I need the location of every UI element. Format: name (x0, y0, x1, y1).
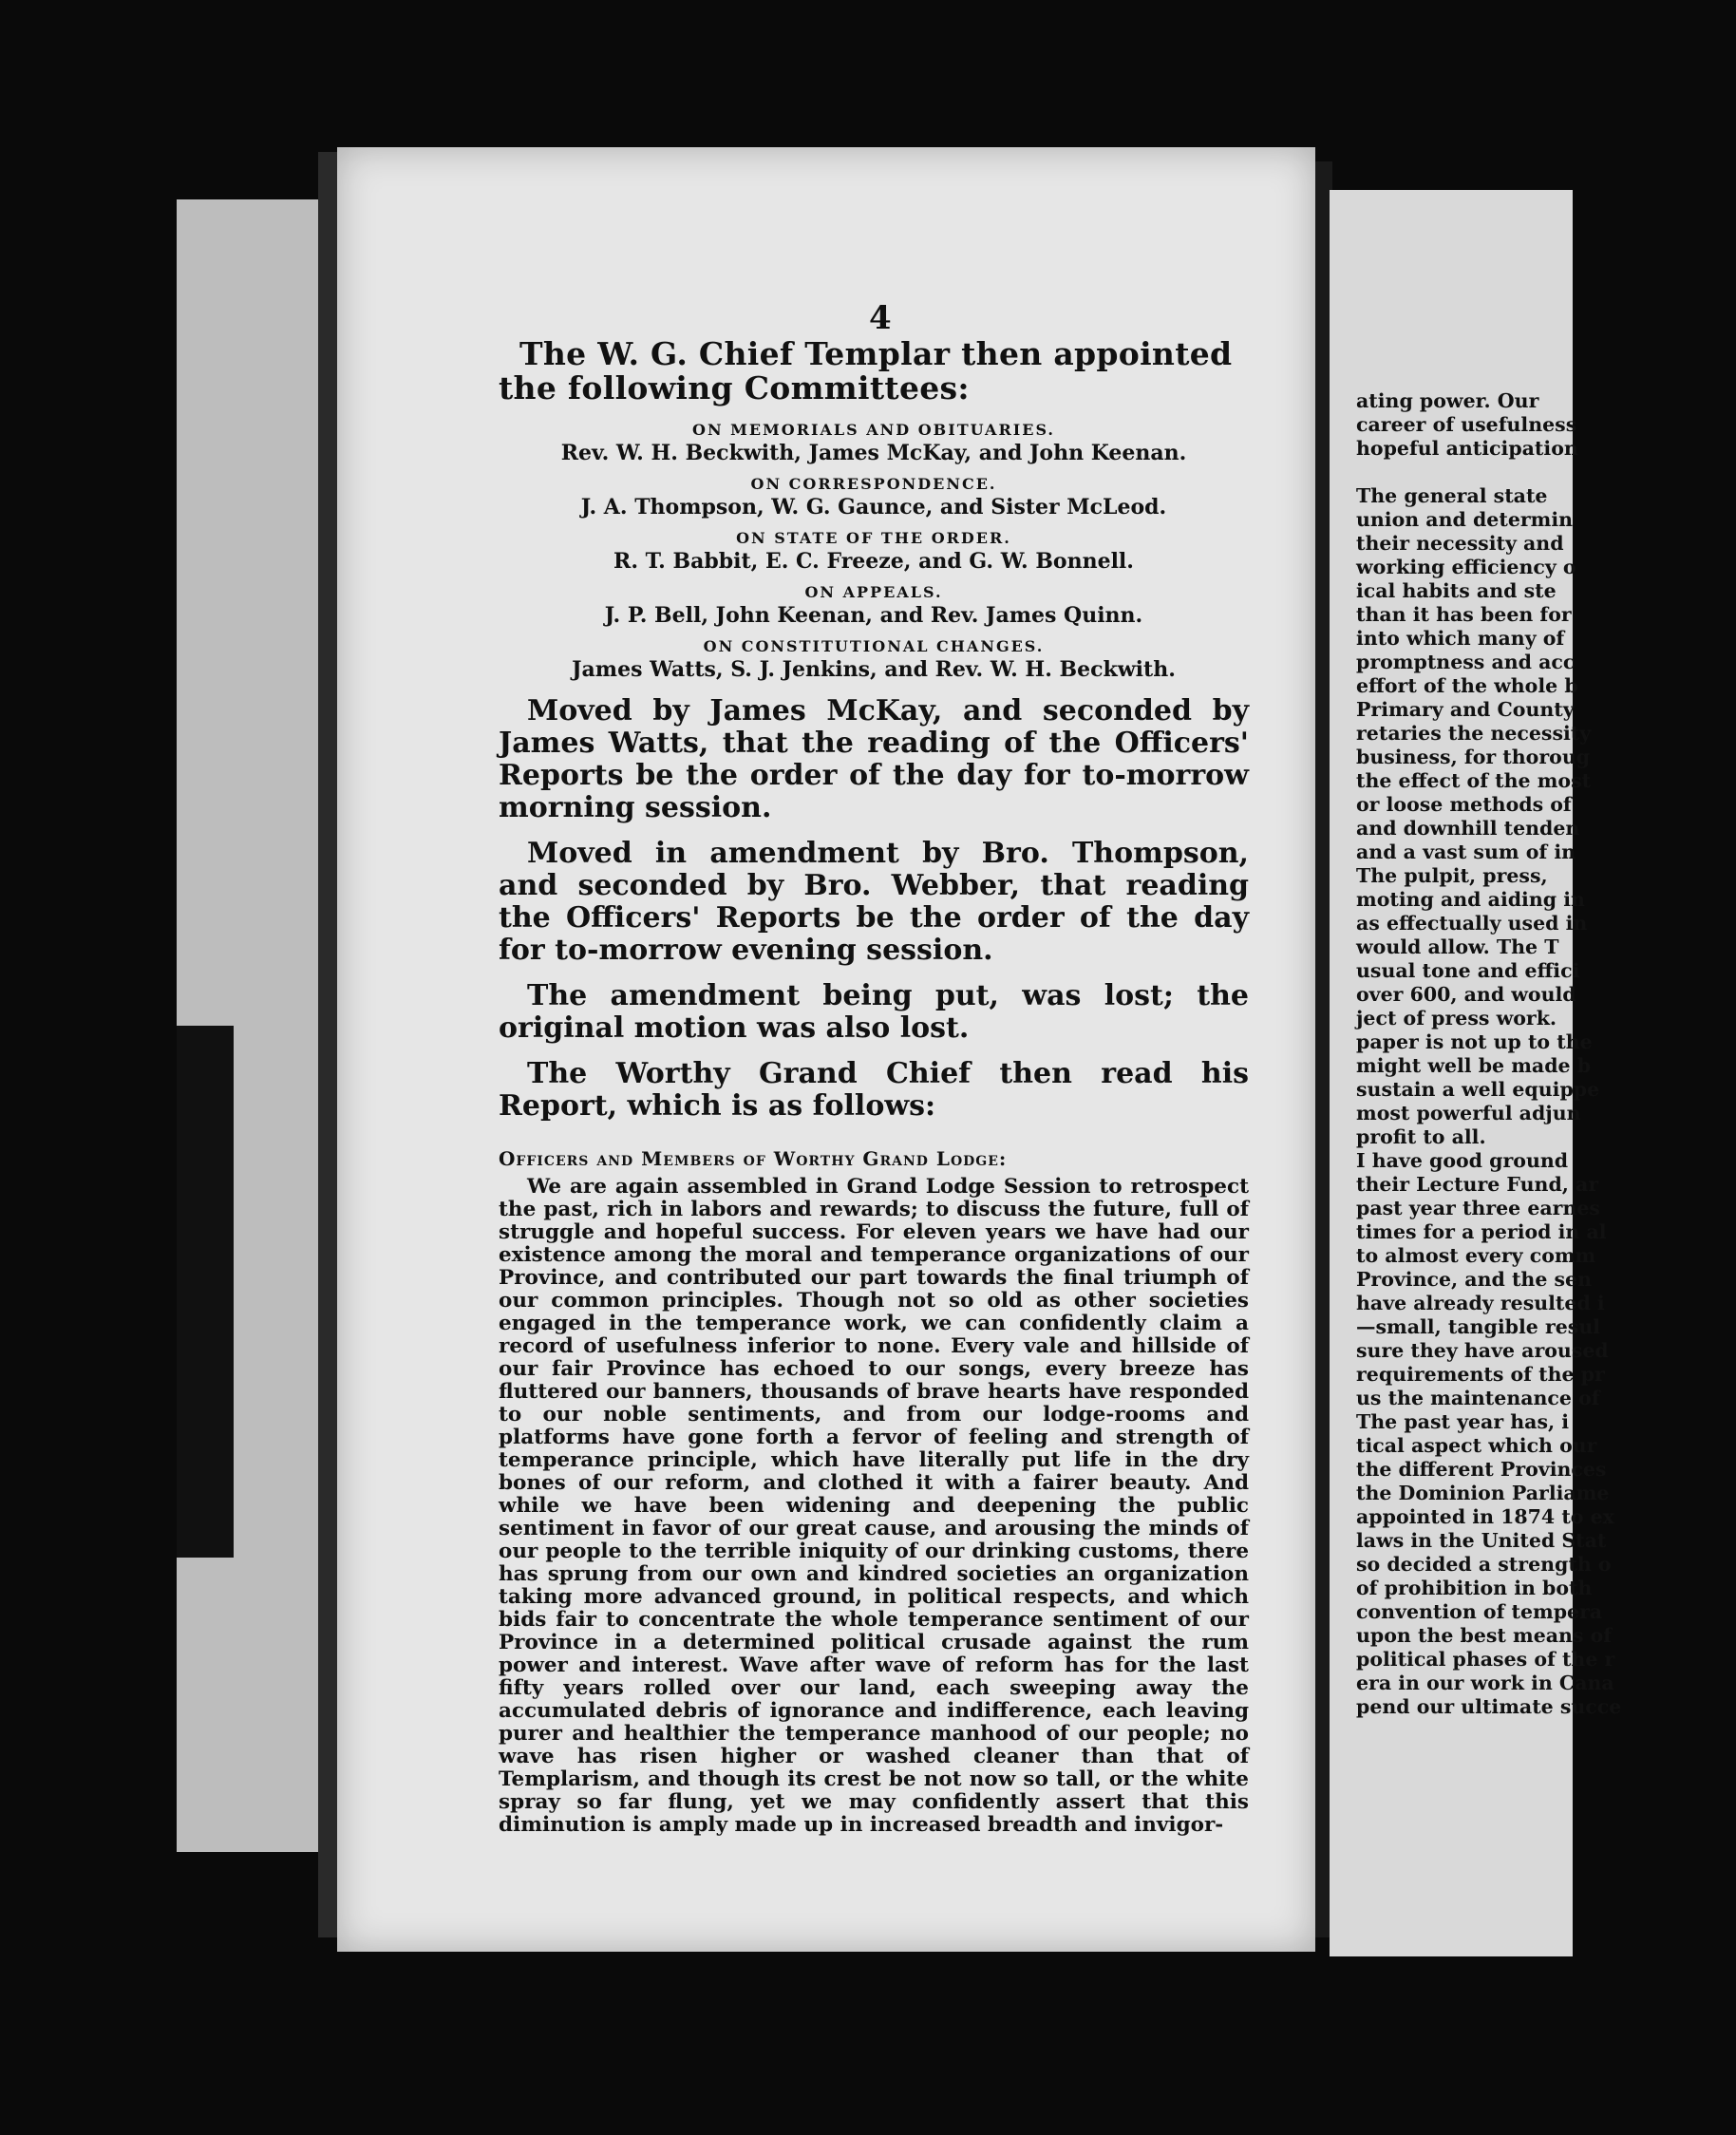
right-column-line: their Lecture Fund, ar (1356, 1173, 1599, 1196)
committee-members: Rev. W. H. Beckwith, James McKay, and John Keenan. (560, 441, 1187, 465)
right-column-line: The general state (1356, 484, 1548, 507)
right-column-line (1356, 461, 1736, 484)
right-column-line: ject of press work. (1356, 1007, 1557, 1030)
right-column-line: or loose methods of (1356, 793, 1572, 816)
right-column-line: The pulpit, press, (1356, 864, 1548, 887)
right-column-line: as effectually used in (1356, 912, 1588, 935)
right-column-line: ating power. Our (1356, 389, 1539, 412)
report-intro-paragraph: The Worthy Grand Chief then read his Report, which is as follows: (499, 1057, 1249, 1123)
right-column-line: union and determin (1356, 508, 1574, 531)
committee-members: J. P. Bell, John Keenan, and Rev. James Quinn. (604, 603, 1143, 628)
right-column-line: so decided a strength o (1356, 1553, 1612, 1576)
right-column-line: usual tone and effici (1356, 959, 1580, 982)
right-column-line: and a vast sum of in (1356, 841, 1576, 863)
right-column-line: over 600, and would (1356, 983, 1576, 1006)
right-column-line: political phases of the r (1356, 1648, 1615, 1671)
committee-members: James Watts, S. J. Jenkins, and Rev. W. H. Beckwith. (572, 657, 1176, 682)
right-column-line: paper is not up to the (1356, 1030, 1593, 1053)
page-content (499, 337, 1249, 1837)
right-column-line: business, for thoroug (1356, 746, 1591, 768)
report-salutation: Officers and Members of Worthy Grand Lodge: (499, 1147, 1008, 1170)
right-column-line: and downhill tenden (1356, 817, 1580, 840)
right-column-line: sustain a well equippe (1356, 1078, 1600, 1101)
right-column-line: Province, and the sen (1356, 1268, 1592, 1291)
right-page-fragment (1330, 190, 1622, 1956)
right-column-line: laws in the United Stat (1356, 1529, 1607, 1552)
right-column-line: retaries the necessity (1356, 722, 1592, 745)
right-column-line: career of usefulness (1356, 413, 1577, 436)
right-column-line: us the maintenance of (1356, 1387, 1600, 1409)
right-column-line: would allow. The T (1356, 935, 1559, 958)
right-column-line: hopeful anticipation (1356, 437, 1578, 460)
right-column-line: tical aspect which our (1356, 1434, 1597, 1457)
right-column-line: the effect of the most (1356, 769, 1592, 792)
right-column-line: sure they have aroused (1356, 1339, 1609, 1362)
left-page (337, 147, 1315, 1952)
right-column-line: appointed in 1874 to ex (1356, 1505, 1614, 1528)
right-column-line: most powerful adjun (1356, 1102, 1581, 1124)
committee-heading: ON CONSTITUTIONAL CHANGES. (703, 637, 1045, 655)
right-column-line: their necessity and (1356, 532, 1564, 555)
report-body: We are again assembled in Grand Lodge Session to retrospect the past, rich in labors and rewards; to discuss the future, full of struggle and hopeful success. For eleven years we have had our existence among the moral and temperance organizations of our Province, and contributed our part towards the final triumph of our common principles. Though not so old as other societies engaged in the temperance work, we can confidently claim a record of usefulness inferior to none. Every vale and hillside of our fair Province has echoed to our songs, every breeze has fluttered our banners, thousands of brave hearts have responded to our noble sentiments, and from our lodge-rooms and platforms have gone forth a fervor of feeling and strength of temperance principle, which have literally put life in the dry bones of our reform, and clothed it with a fairer beauty. And while we have been widening and deepening the public sentiment in favor of our great cause, and arousing the minds of our people to the terrible iniquity of our drinking customs, there has sprung from our own and kindred societies an organization taking more advanced ground, in political respects, and which bids fair to concentrate the whole temperance sentiment of our Province in a determined political crusade against the rum power and interest. Wave after wave of reform has for the last fifty years rolled over our land, each sweeping away the accumulated debris of ignorance and indifference, each leaving purer and healthier the temperance manhood of our people; no wave has risen higher or washed cleaner than that of Templarism, and though its crest be not now so tall, or the white spray so far flung, yet we may confidently assert that this diminution is amply made up in increased breadth and invigor- (499, 1175, 1249, 1837)
right-column-line: pend our ultimate succe (1356, 1695, 1622, 1718)
committee-item (499, 583, 1249, 628)
right-column-line: I have good ground (1356, 1149, 1569, 1172)
right-column-line: The past year has, i (1356, 1410, 1570, 1433)
right-column-text (1356, 389, 1736, 1719)
committee-item (499, 475, 1249, 520)
right-column-line: convention of tempera (1356, 1600, 1603, 1623)
amendment-paragraph: Moved in amendment by Bro. Thompson, and seconded by Bro. Webber, that reading the Officers' Reports be the order of the day for to-morrow evening session. (499, 837, 1249, 967)
right-column-line: past year three earnes (1356, 1197, 1600, 1219)
committee-members: R. T. Babbit, E. C. Freeze, and G. W. Bonnell. (613, 549, 1134, 574)
committee-heading: ON MEMORIALS AND OBITUARIES. (692, 421, 1055, 439)
right-column-line: working efficiency o (1356, 556, 1576, 578)
right-column-line: moting and aiding in (1356, 888, 1585, 911)
right-column-line: requirements of the pr (1356, 1363, 1605, 1386)
right-column-line: than it has been for (1356, 603, 1572, 626)
right-column-line: times for a period in al (1356, 1220, 1607, 1243)
committee-item (499, 421, 1249, 465)
motion-paragraph: Moved by James McKay, and seconded by James Watts, that the reading of the Officers' Reports be the order of the day for to-morrow morning session. (499, 694, 1249, 824)
right-column-line: have already resulted i (1356, 1292, 1605, 1314)
right-column-line: profit to all. (1356, 1125, 1486, 1148)
right-column-line: —small, tangible resul (1356, 1315, 1601, 1338)
committee-list (499, 421, 1249, 682)
committee-item (499, 529, 1249, 574)
committee-heading: ON CORRESPONDENCE. (750, 475, 997, 493)
right-column-line: upon the best means of (1356, 1624, 1613, 1647)
right-column-line: the different Provinces (1356, 1458, 1607, 1481)
committee-item (499, 637, 1249, 682)
right-column-line: promptness and acc (1356, 651, 1576, 673)
committee-members: J. A. Thompson, W. G. Gaunce, and Sister McLeod. (580, 495, 1167, 520)
right-column-line: into which many of (1356, 627, 1565, 650)
vote-result-paragraph: The amendment being put, was lost; the original motion was also lost. (499, 979, 1249, 1045)
committee-heading: ON APPEALS. (804, 583, 943, 601)
right-column-line: effort of the whole b (1356, 674, 1578, 697)
right-column-line: of prohibition in both (1356, 1577, 1593, 1599)
back-sheet-shadow (177, 1026, 234, 1558)
right-column-line: ical habits and ste (1356, 579, 1557, 602)
right-column-line: era in our work in Cana (1356, 1672, 1614, 1694)
right-column-line: might well be made b (1356, 1054, 1592, 1077)
right-column-line: Primary and County (1356, 698, 1575, 721)
committees-intro: The W. G. Chief Templar then appointed the following Committees: (499, 335, 1233, 406)
right-column-line: to almost every comm (1356, 1244, 1596, 1267)
right-column-line: the Dominion Parliame (1356, 1482, 1610, 1504)
committee-heading: ON STATE OF THE ORDER. (736, 529, 1011, 547)
page-number: 4 (869, 299, 892, 337)
